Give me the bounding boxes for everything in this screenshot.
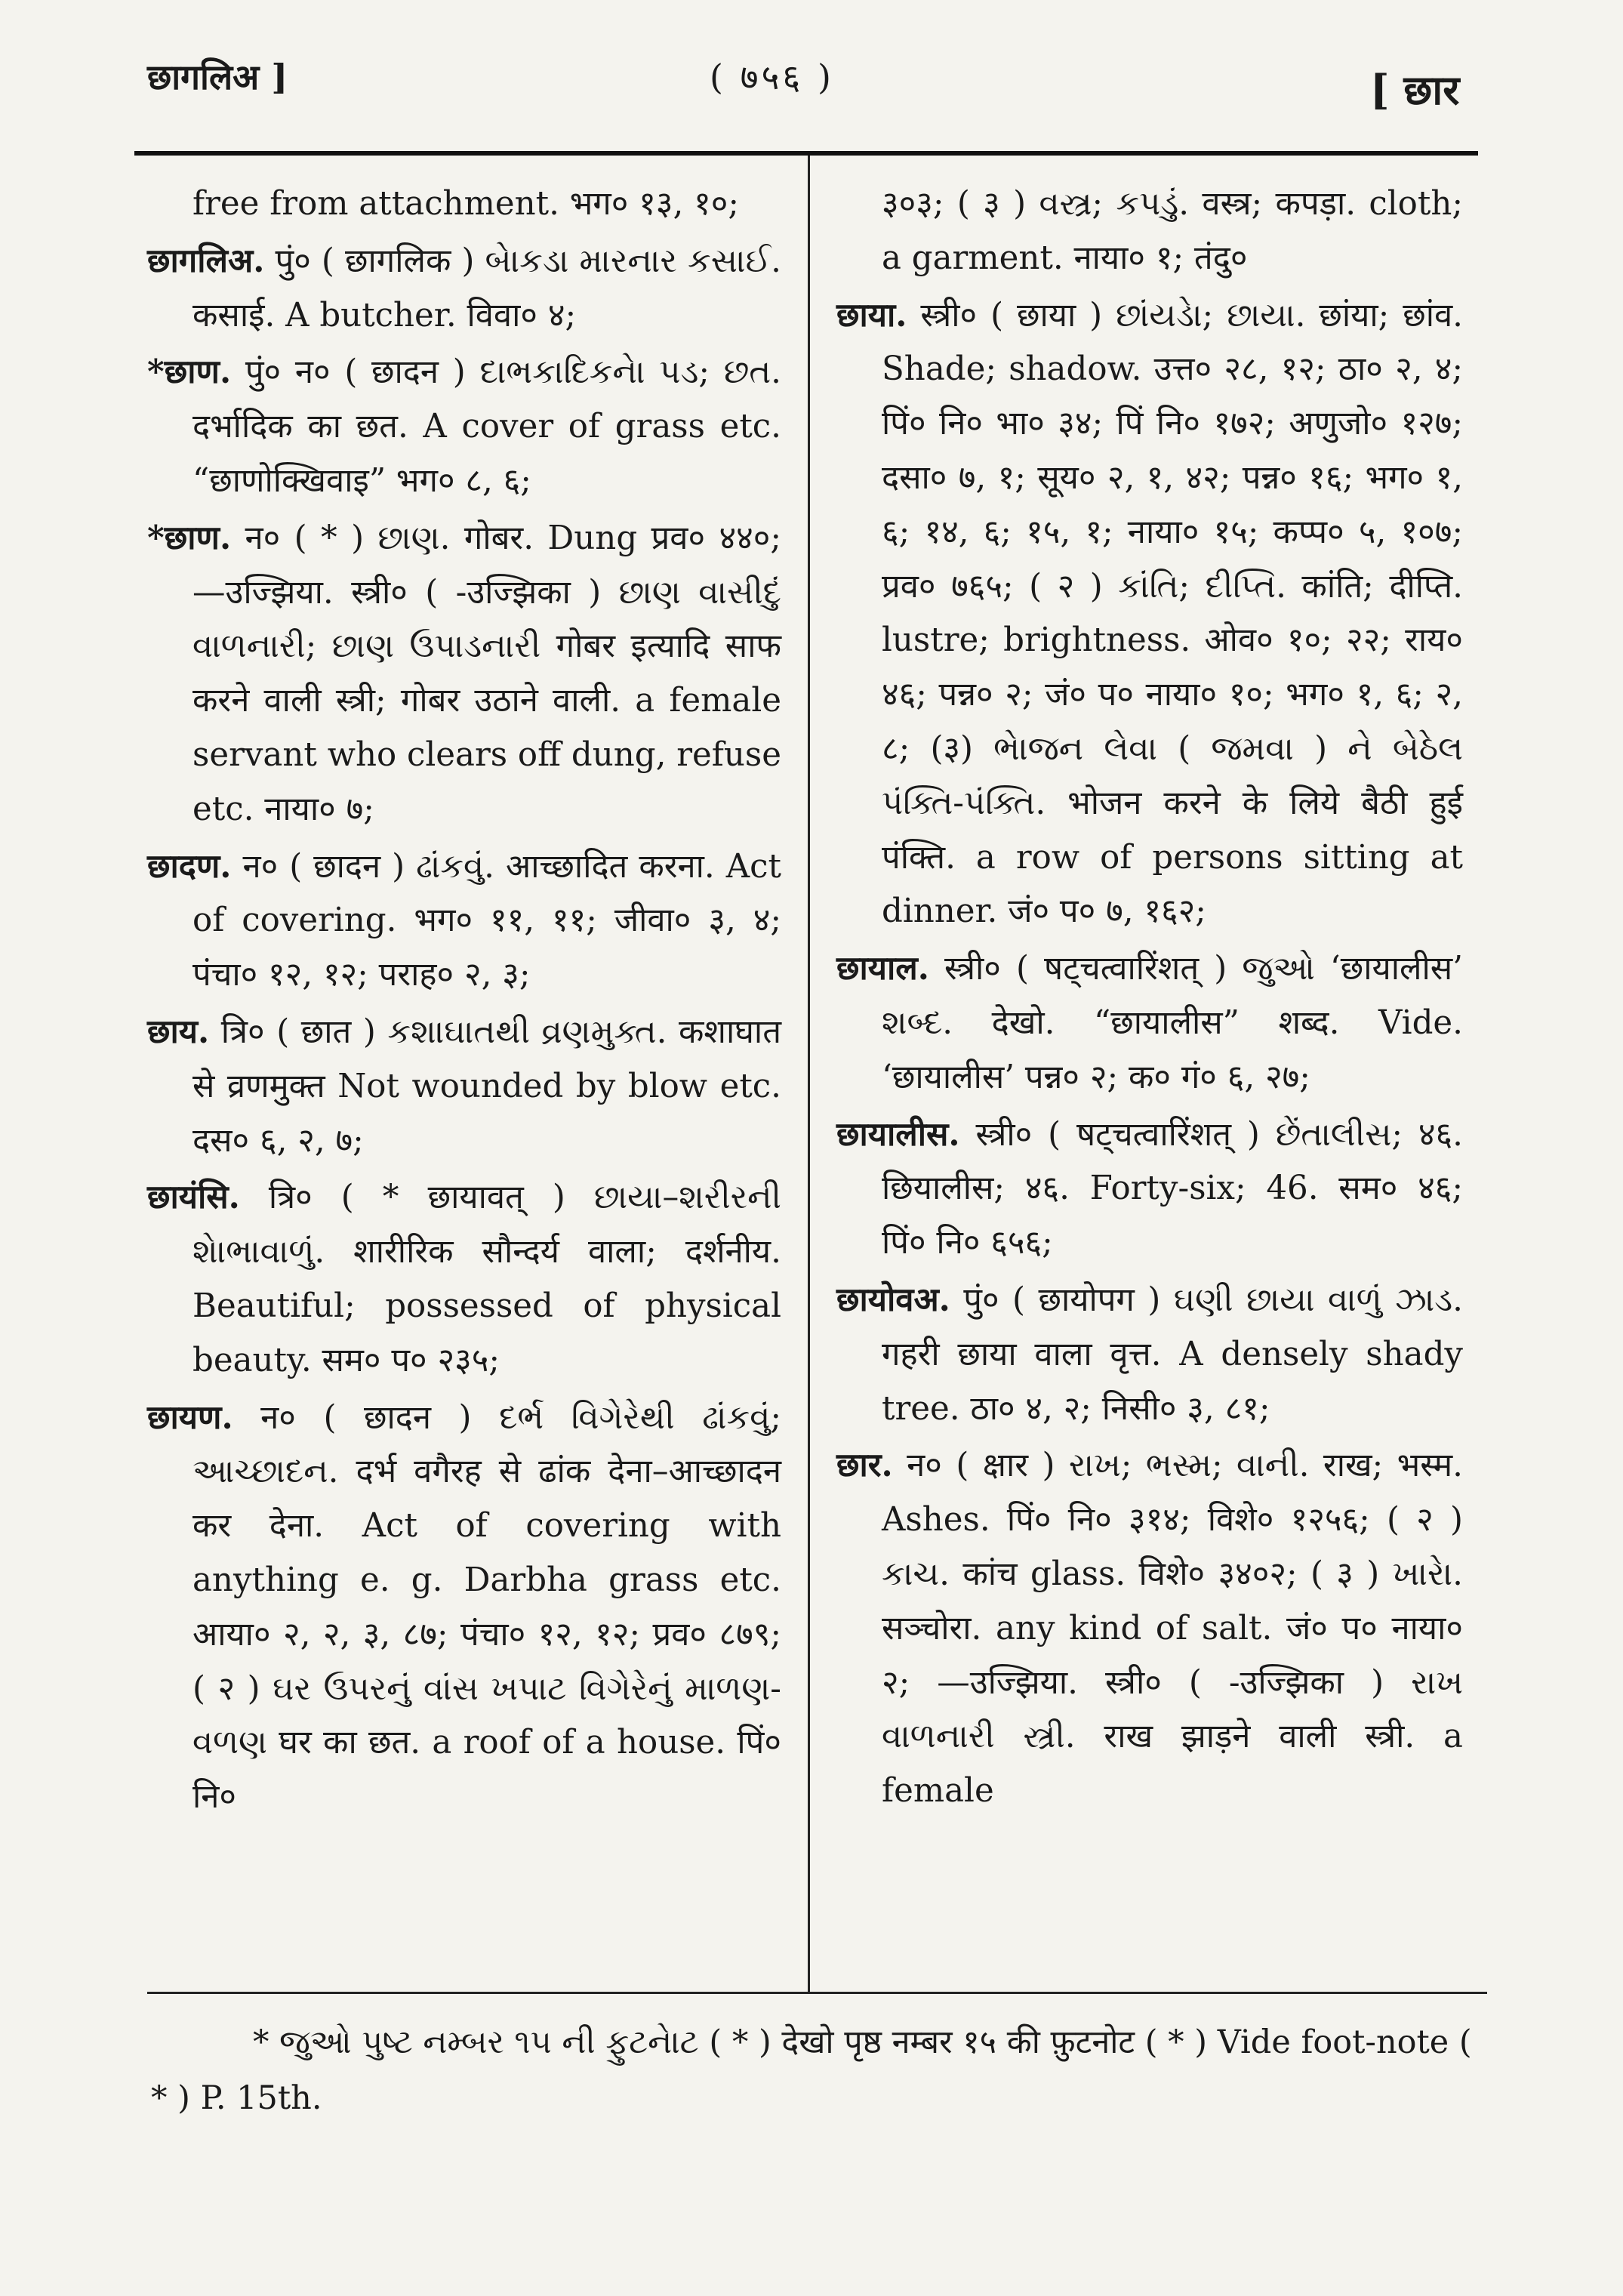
page-number: ( ७५६ ) [710, 57, 834, 97]
entry-definition: न० ( छादन ) ઢાંકવું. आच्छादित करना. Act of covering. भग० ११, ११; जीवा० ३, ४; पंचा० १२, १२; पराह० २, ३; [192, 847, 781, 994]
dictionary-entry [147, 234, 781, 344]
right-column [836, 177, 1463, 1821]
dictionary-entry [836, 288, 1463, 940]
entry-headword: *छाण. [147, 518, 232, 557]
entry-headword: छाया. [836, 295, 907, 334]
dictionary-entry [147, 840, 781, 1003]
dictionary-entry [836, 1438, 1463, 1819]
entry-definition: स्त्री० ( छाया ) છાંયડેા; છાયા. छांया; छांव. Shade; shadow. उत्त० २८, १२; ठा० २, ४; पिं० नि० भा० ३४; पिं नि० १७२; अणुजो० १२७; दसा० ७, १; सूय० २, १, ४२; पन्न० १६; भग० १, ६; १४, ६; १५, १; नाया० १५; कप्प० ५, १०७; प्रव० ७६५; ( २ ) કાંતિ; દીપ્તિ. कांति; दीप्ति. lustre; brightness. ओव० १०; २२; राय० ४६; पन्न० २; जं० प० नाया० १०; भग० १, ६; २, ८; (३) ભેાજન લેવા ( જમવા ) ને બેઠેલ પંક્તિ-પંક્તિ. भोजन करने के लिये बैठी हुई पंक्ति. a row of persons sitting at dinner. जं० प० ७, १६२; [882, 296, 1464, 931]
dictionary-entry [147, 1391, 781, 1825]
entry-headword: *छाण. [147, 353, 232, 392]
dictionary-entry [147, 511, 781, 837]
entry-headword: छायोवअ. [836, 1280, 950, 1319]
entry-definition: त्रि० ( * छायावत् ) છાયા–શરીરની શેાભાવાળું. शारीरिक सौन्दर्य वाला; दर्शनीय. Beautiful; possessed of physical beauty. सम० प० २३५; [192, 1179, 782, 1379]
entry-definition: पुं० न० ( छादन ) દાભકાદિકનેા પડ; છત. दर्भादिक का छत. A cover of grass etc. “छाणोक्खिवाइ” भग० ८, ६; [192, 353, 782, 500]
column-divider [808, 156, 810, 1992]
entry-definition: पुं० ( छायोपग ) ઘણી છાયા વાળું ઝાડ. गहरी छाया वाला वृत्त. A densely shady tree. ठा० ४, २; निसी० ३, ८१; [882, 1281, 1464, 1428]
dictionary-entry [836, 1108, 1463, 1271]
entry-headword: छादण. [147, 846, 232, 886]
entry-definition: free from attachment. भग० १३, १०; [192, 185, 740, 223]
entry-headword: छायाल. [836, 949, 929, 988]
entry-definition: न० ( छादन ) દર્ભ વિગેરેથી ઢાંકવું; આચ્છાદન. दर्भ वगैरह से ढांक देना–आच्छादन कर देना. Act of covering with anything e. g. Darbha grass etc. आया० २, २, ३, ८७; पंचा० १२, १२; प्रव० ८७९; ( २ ) ઘર ઉપરનું વાંસ ખપાટ વિગેરેનું માળણ-વળણ घर का छत. a roof of a house. पिं० नि० [192, 1398, 782, 1817]
header-rule [134, 151, 1478, 156]
entry-headword: छायण. [147, 1398, 233, 1437]
dictionary-entry [147, 1005, 781, 1168]
entry-definition: त्रि० ( छात ) કશાઘાતથી વ્રણમુક્ત. कशाघात से व्रणमुक्त Not wounded by blow etc. दस० ६, २, ७; [192, 1012, 781, 1160]
entry-headword: छायंसि. [147, 1178, 240, 1217]
header-left-guideword: छागलिअ ] [147, 57, 288, 97]
header-right-guideword: [ छार [1370, 66, 1460, 114]
dictionary-entry [147, 345, 781, 508]
entry-headword: छागलिअ. [147, 241, 265, 280]
dictionary-entry [147, 177, 781, 232]
left-column [147, 177, 781, 1827]
dictionary-entry [836, 1273, 1463, 1436]
entry-definition: ३०३; ( ३ ) વસ્ત્ર; કપડું. वस्त्र; कपड़ा. cloth; a garment. नाया० १; तंदु० [882, 185, 1463, 277]
entry-definition: पुं० ( छागलिक ) બેાકડા મારનાર કસાઈ. कसाई. A butcher. विवा० ४; [192, 242, 781, 334]
entry-definition: स्त्री० ( षट्चत्वारिंशत् ) જુઓ ‘छायालीस’ શબ્દ. देखो. “छायालीस” शब्द. Vide. ‘छायालीस’ पन्न० २; क० गं० ६, २७; [882, 950, 1464, 1096]
entry-definition: न० ( * ) છાણ. गोबर. Dung प्रव० ४४०; —उज्झिया. स्त्री० ( -उज्झिका ) છાણ વાસીદું વાળનારી; છાણ ઉપાડનારી गोबर इत्यादि साफ करने वाली स्त्री; गोबर उठाने वाली. a female servant who clears off dung, refuse etc. नाया० ७; [192, 519, 781, 828]
footnote: * જુઓ પુષ્ટ નમ્બર ૧૫ ની ફુટનેાટ ( * ) देखो पृष्ठ नम्बर १५ की फ़ुटनोट ( * ) Vide foot-note ( * ) P. 15th. [151, 2023, 1472, 2117]
dictionary-entry [147, 1170, 781, 1388]
footnote-rule [147, 1992, 1487, 1994]
dictionary-entry [836, 942, 1463, 1105]
entry-definition: न० ( क्षार ) રાખ; ભસ્મ; વાની. राख; भस्म. Ashes. पिं० नि० ३१४; विशे० १२५६; ( २ ) કાચ. कांच glass. विशे० ३४०२; ( ३ ) ખારેા. सञ्चोरा. any kind of salt. जं० प० नाया० २; —उज्झिया. स्त्री० ( -उज्झिका ) રાખ વાળનારી સ્ત્રી. राख झाड़ने वाली स्त्री. a female [882, 1447, 1464, 1811]
dictionary-entry [836, 177, 1463, 286]
page-header [0, 42, 1623, 125]
entry-headword: छाय. [147, 1012, 210, 1051]
entry-headword: छायालीस. [836, 1114, 960, 1154]
entry-headword: छार. [836, 1446, 893, 1485]
entry-definition: स्त्री० ( षट्चत्वारिंशत् ) છેંતાલીસ; ४६. छियालीस; ४६. Forty-six; 46. सम० ४६; पिं० नि० ६५६; [882, 1115, 1463, 1262]
